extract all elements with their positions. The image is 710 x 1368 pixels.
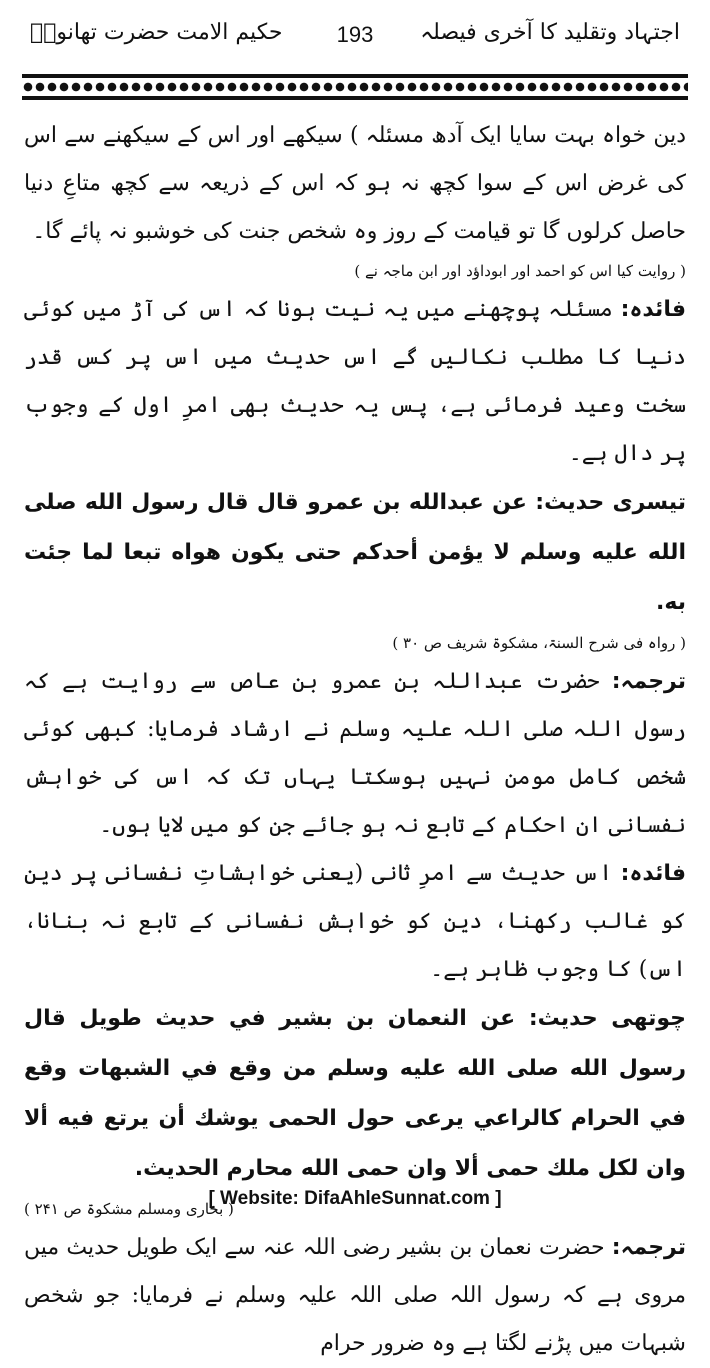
header-book-title: اجتہاد وتقلید کا آخری فیصلہ [420, 20, 680, 45]
header-author-title: حکیم الامت حضرت تھانویؒ [30, 20, 283, 45]
hadith-4 [24, 994, 686, 1194]
benefit-1-text: مسئلہ پوچھنے میں یہ نیت ہونا کہ اس کی آڑ میں کوئی دنیا کا مطلب نکالیں گے اس حدیث میں اس پر کس قدر سخت وعید فرمائی ہے، پس یہ حدیث بھی امرِ اول کے وجوب پر دال ہے۔ [24, 297, 686, 466]
divider-dots [22, 81, 688, 93]
hadith-3-label: تیسری حدیث: [535, 490, 686, 515]
translation-1-text: حضرت عبداللہ بن عمرو بن عاص سے روایت ہے کہ رسول اللہ صلی اللہ علیہ وسلم نے ارشاد فرمایا: کبھی کوئی شخص کامل مومن نہیں ہوسکتا یہاں تک کہ اس کی خواہش نفسانی ان احکام کے تابع نہ ہو جائے جن کو میں لایا ہوں۔ [24, 669, 687, 838]
translation-1 [24, 658, 686, 850]
divider-line-top [22, 74, 688, 78]
reference-1: ( روایت کیا اس کو احمد اور ابوداؤد اور ابن ماجہ نے ) [354, 262, 686, 280]
hadith-3-text: عن عبدالله بن عمرو قال قال رسول الله صلى الله عليه وسلم لا يؤمن أحدكم حتى يكون هواه تبعا لما جئت به. [24, 490, 686, 615]
page-header [0, 0, 710, 70]
paragraph-1: دین خواہ بہت سایا ایک آدھ مسئلہ ) سیکھے اور اس کے سیکھنے سے اس کی غرض اس کے سوا کچھ نہ ہو کہ اس کے ذریعہ سے کچھ متاعِ دنیا حاصل کرلوں گا تو قیامت کے روز وہ شخص جنت کی خوشبو نہ پائے گا۔ [24, 123, 686, 244]
reference-3: ( بخاری ومسلم مشکوۃ ص ۲۴۱ ) [24, 1200, 234, 1218]
reference-2: ( رواہ فی شرح السنۃ، مشکوۃ شریف ص ۳۰ ) [392, 634, 686, 652]
translation-1-label: ترجمہ: [611, 669, 686, 694]
hadith-3 [24, 478, 686, 628]
divider-line-bottom [22, 96, 688, 100]
header-divider [22, 74, 688, 100]
translation-2 [24, 1224, 686, 1368]
website-footer: [ Website: DifaAhleSunnat.com ] [208, 1188, 502, 1209]
translation-2-label: ترجمہ: [611, 1235, 687, 1260]
translation-2-text: حضرت نعمان بن بشیر رضی اللہ عنہ سے ایک طویل حدیث میں مروی ہے کہ رسول اللہ صلی اللہ علیہ وسلم نے فرمایا: جو شخص شبہات میں پڑنے لگتا ہے وہ ضرور حرام [24, 1235, 686, 1356]
page-body [24, 112, 686, 1368]
benefit-2 [24, 850, 686, 994]
benefit-2-text: اس حدیث سے امرِ ثانی (یعنی خواہشاتِ نفسانی پر دین کو غالب رکھنا، دین کو خواہش نفسانی کے تابع نہ بنانا، اس) کا وجوب ظاہر ہے۔ [24, 861, 686, 982]
benefit-2-label: فائدہ: [620, 861, 686, 886]
hadith-4-label: چوتھی حدیث: [528, 1006, 686, 1031]
benefit-1-label: فائدہ: [620, 297, 686, 322]
hadith-4-text: عن النعمان بن بشير في حديث طويل قال رسول الله صلى الله عليه وسلم من وقع في الشبهات وقع في الحرام كالراعي يرعى حول الحمى يوشك أن يرتع فيه ألا وان لكل ملك حمى ألا وان حمى الله محارم الحديث. [24, 1006, 686, 1181]
benefit-1 [24, 286, 686, 478]
page-number: 193 [336, 22, 374, 47]
